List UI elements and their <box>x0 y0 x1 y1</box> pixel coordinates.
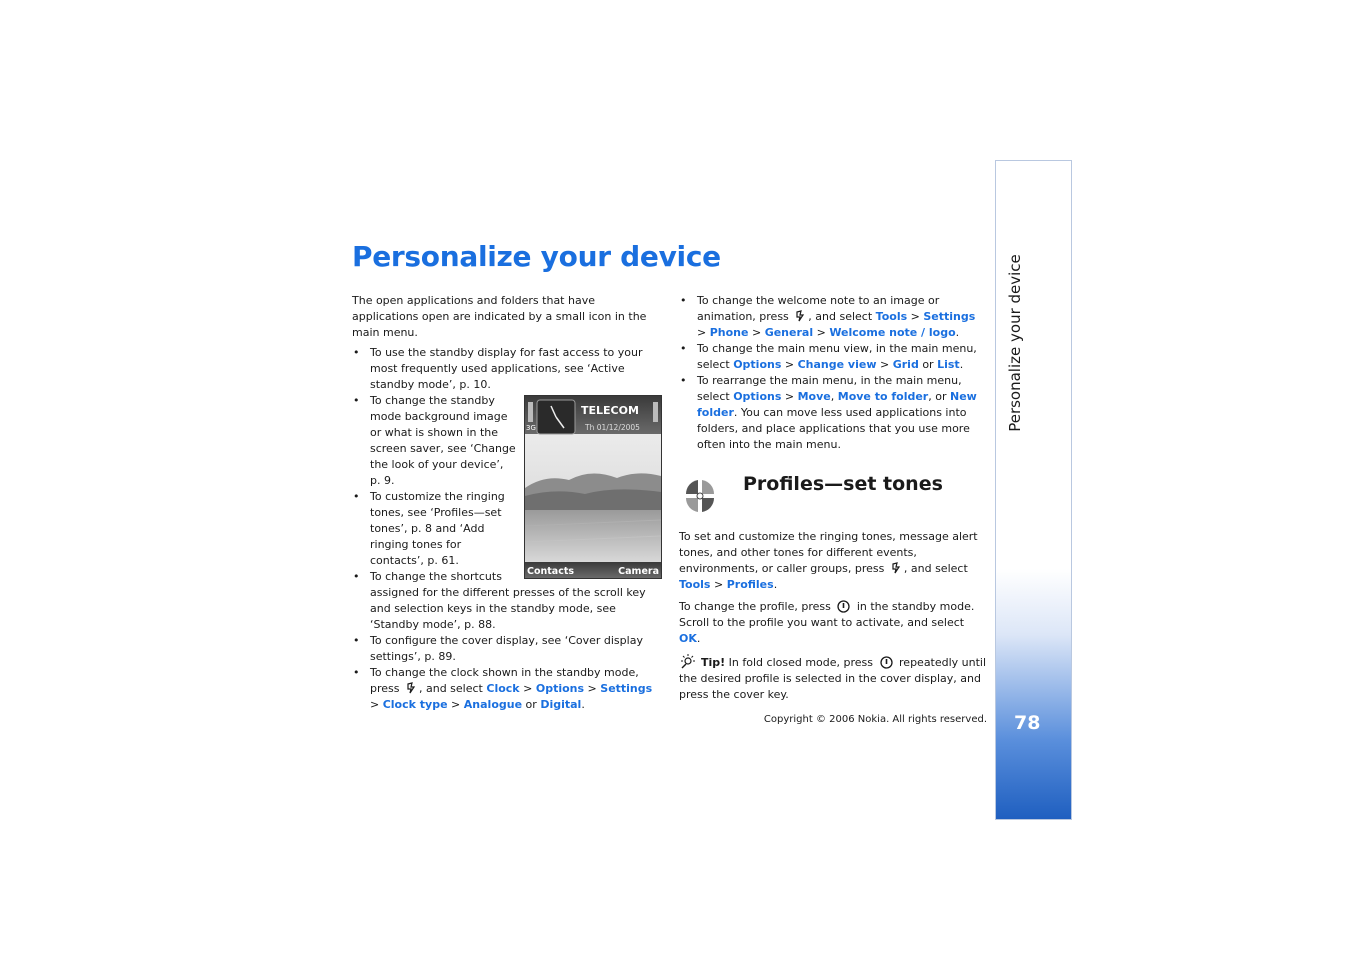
intro-paragraph: The open applications and folders that have applications open are indicated by a small icon in the main menu. <box>352 294 647 339</box>
power-key-icon <box>837 600 850 613</box>
list-item: • To change the shortcuts assigned for the different presses of the scroll key and selection keys in the standby mode, see ‘Standby mode’, p. 88. <box>352 569 662 633</box>
tip-label: Tip! <box>701 656 726 669</box>
page-title: Personalize your device <box>352 240 721 273</box>
profiles-icon <box>684 478 716 514</box>
left-bullet-list <box>352 345 662 713</box>
list-item: • To use the standby display for fast access to your most frequently used applications, see ‘Active standby mode’, p. 10. <box>352 345 662 393</box>
profiles-paragraph: To set and customize the ringing tones, message alert tones, and other tones for different events, environments, or caller groups, press , and select Tools > Profiles. <box>679 530 978 591</box>
right-softkey-label: Camera <box>618 566 659 577</box>
operator-name: • TELECOM <box>581 404 639 417</box>
page-number: 78 <box>1014 712 1041 734</box>
right-bullet-list <box>679 293 987 453</box>
right-column <box>679 293 987 453</box>
tip-lightbulb-icon <box>679 653 697 669</box>
list-item: • To rearrange the main menu, in the main menu, select Options > Move, Move to folder, or New folder. You can move less used applications into folders, and place applications that you use more often into the main menu. <box>679 373 987 453</box>
menu-key-icon <box>794 310 806 322</box>
standby-date: Th 01/12/2005 <box>585 423 640 432</box>
side-tab-title: Personalize your device <box>1006 253 1024 432</box>
section-title: Profiles—set tones <box>743 473 943 495</box>
list-item: • To change the main menu view, in the main menu, select Options > Change view > Grid or List. <box>679 341 987 373</box>
list-item: • To configure the cover display, see ‘Cover display settings’, p. 89. <box>352 633 662 665</box>
menu-key-icon <box>405 682 417 694</box>
list-item-text: To change the standby mode background image or what is shown in the screen saver, see ‘Change the look of your device’, p. 9. <box>370 394 516 487</box>
left-softkey-label: Contacts <box>527 566 575 577</box>
list-item: • To customize the ringing tones, see ‘Profiles—set tones’, p. 8 and ‘Add ringing tones for contacts’, p. 61. <box>352 489 662 569</box>
list-item: • To change the welcome note to an image or animation, press , and select Tools > Settings > Phone > General > Welcome note / logo. <box>679 293 987 341</box>
power-key-icon <box>880 656 893 669</box>
list-item: • To change the clock shown in the standby mode, press , and select Clock > Options > Settings > Clock type > Analogue or Digital. <box>352 665 662 713</box>
left-column <box>352 293 662 713</box>
profiles-section-heading <box>684 470 989 518</box>
network-indicator: 3G <box>526 424 536 432</box>
tip-paragraph: Tip! In fold closed mode, press repeatedly until the desired profile is selected in the cover display, and press the cover key. <box>679 653 987 703</box>
menu-key-icon <box>890 562 902 574</box>
profiles-body <box>679 529 987 709</box>
profiles-paragraph: To change the profile, press in the standby mode. Scroll to the profile you want to activate, and select OK. <box>679 600 975 645</box>
copyright-notice: Copyright © 2006 Nokia. All rights reserved. <box>763 714 987 725</box>
